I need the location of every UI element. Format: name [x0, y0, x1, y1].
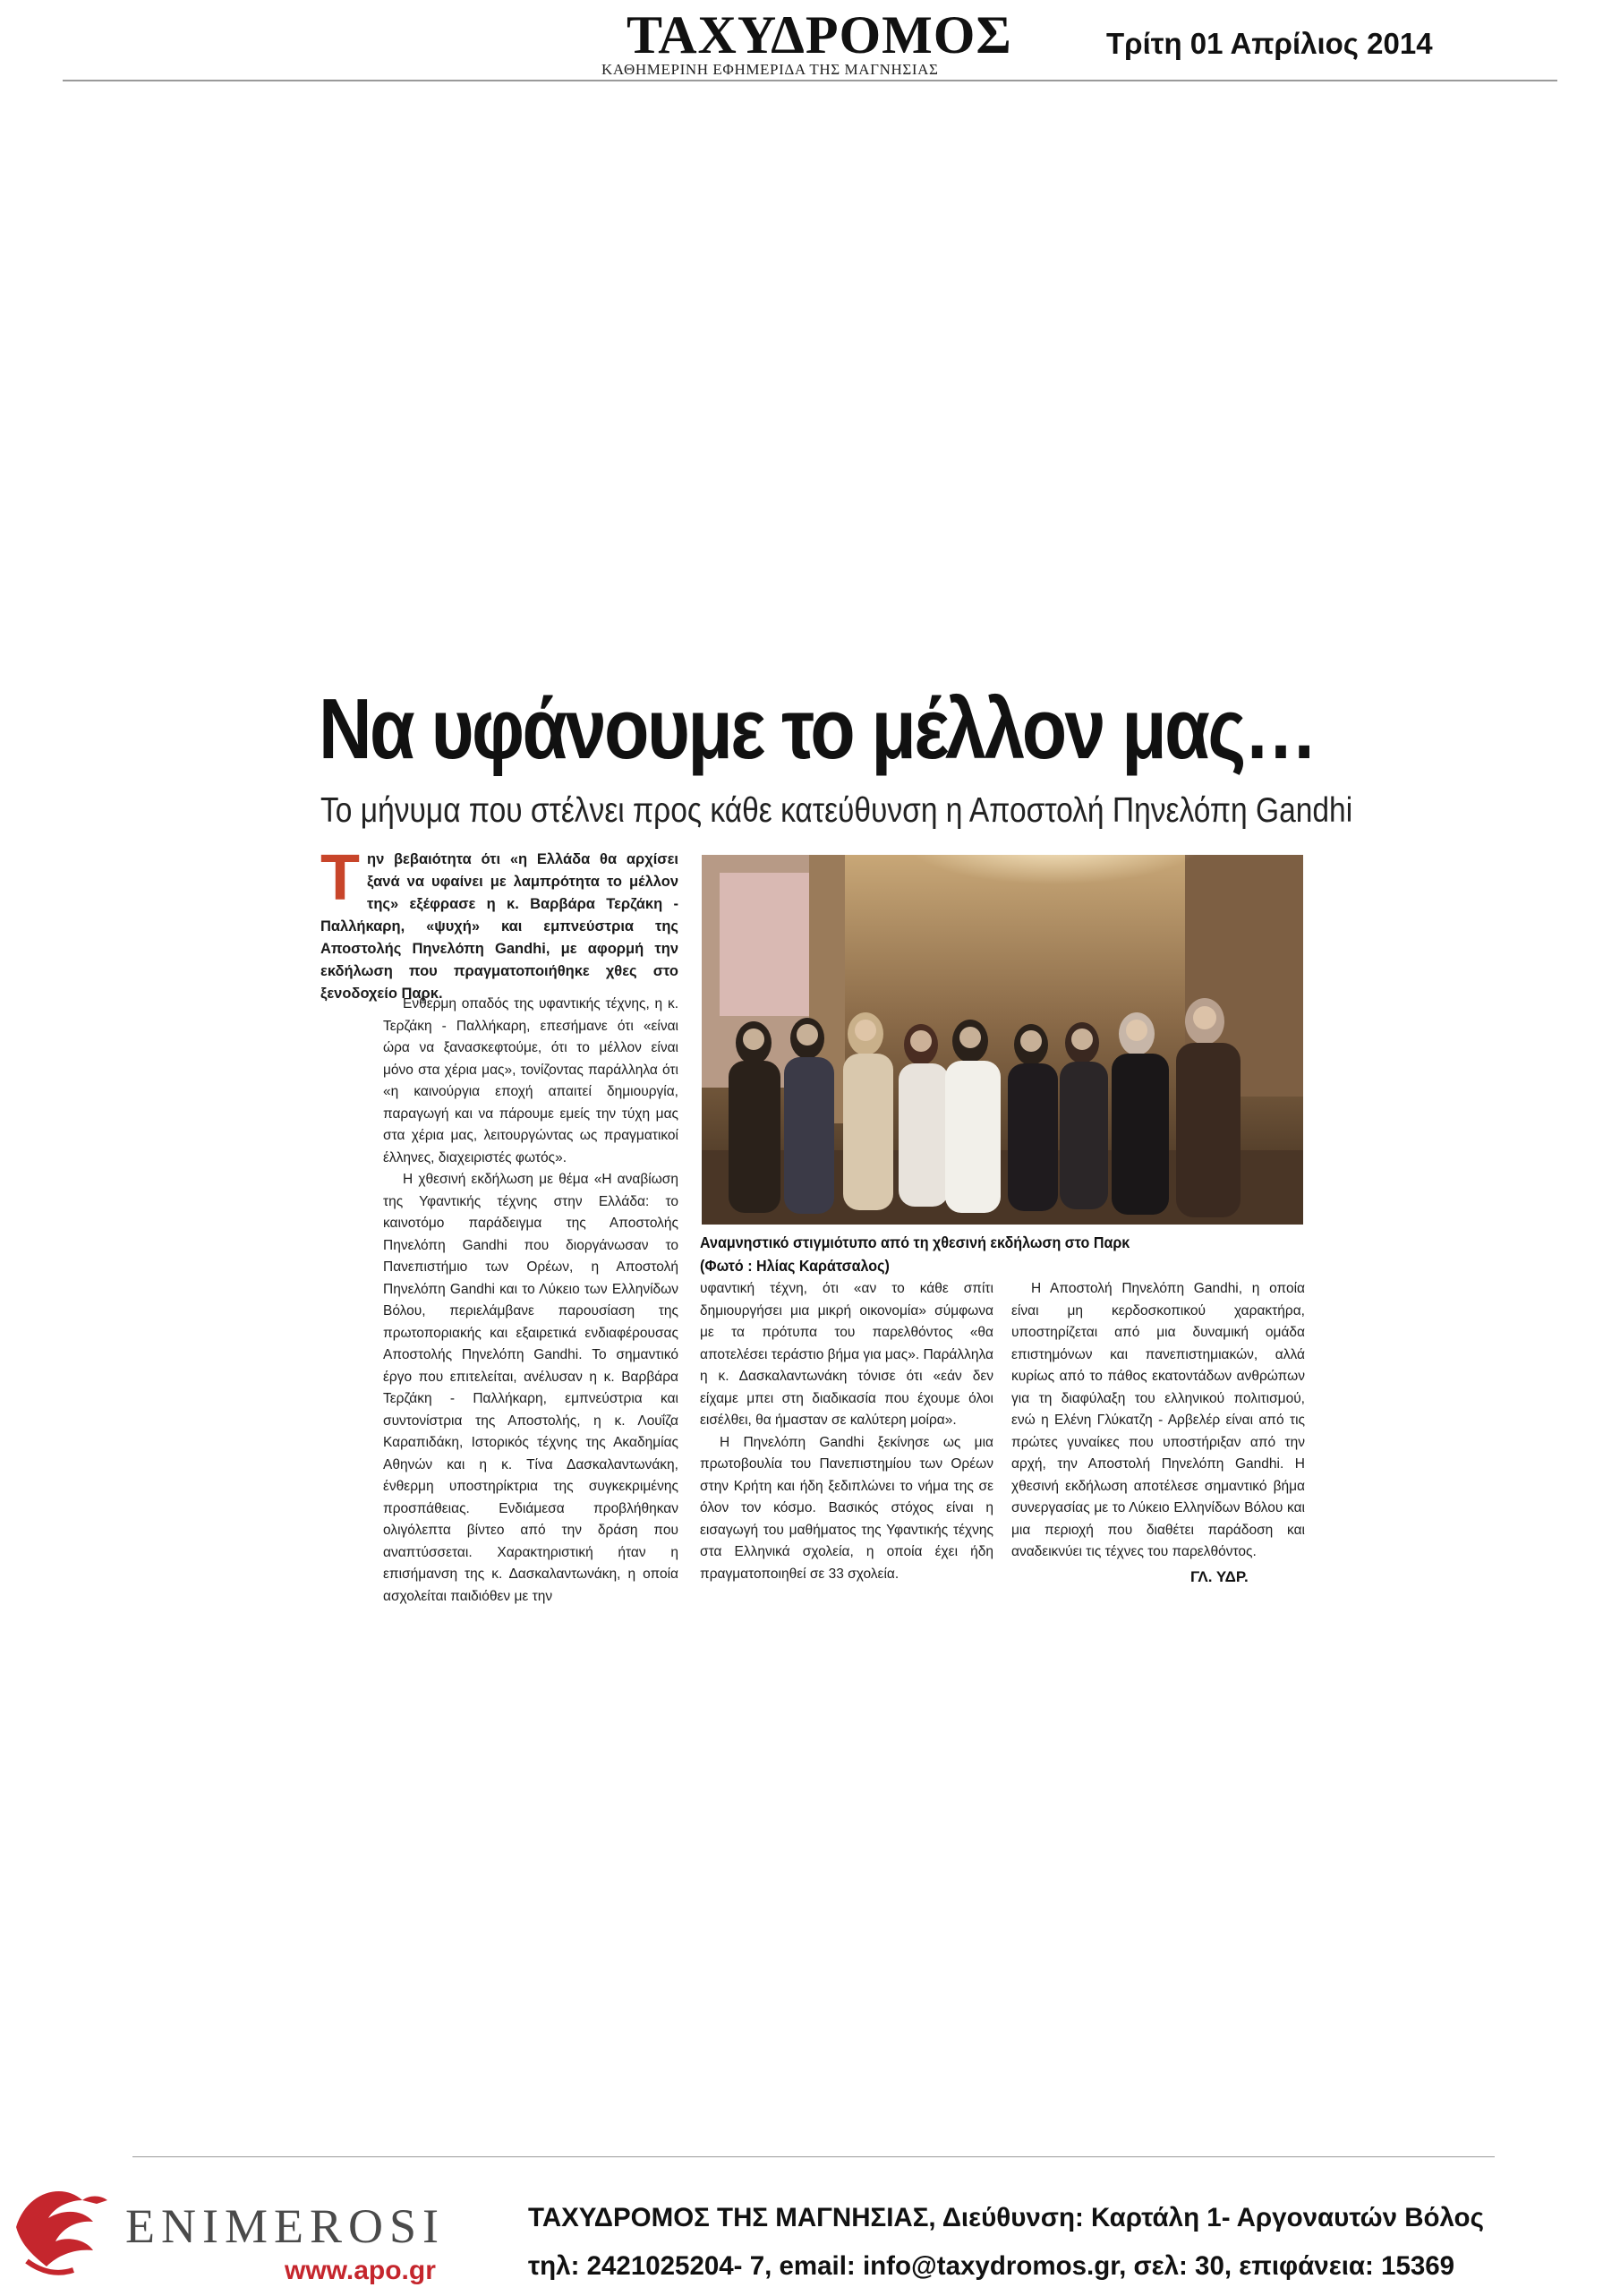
paragraph: Η Πηνελόπη Gandhi ξεκίνησε ως μια πρωτοβουλία του Πανεπιστημίου των Ορέων στην Κρήτη και ήδη ξεδιπλώνει το νήμα της σε όλον τον κόσμο. Βασικός στόχος είναι η εισαγωγή του μαθήματος της Υφαντικής τέχνης στα Ελληνικά σχολεία, η οποία έχει ήδη πραγματοποιηθεί σε 33 σχολεία. [700, 1434, 993, 1582]
article-subheadline: Το μήνυμα που στέλνει προς κάθε κατεύθυνση η Αποστολή Πηνελόπη Gandhi [320, 791, 1353, 830]
footer-divider [132, 2156, 1495, 2157]
paragraph: Ενθερμη οπαδός της υφαντικής τέχνης, η κ. Τερζάκη - Παλλήκαρη, επεσήμανε ότι «είναι ώρα να ξανασκεφτούμε, ότι το μέλλον είναι μόνο στα χέρια μας», τονίζοντας παράλληλα ότι «η καινούργια εποχή απαιτεί δημιουργία, παραγωγή και να πάρουμε εμείς την τύχη μας στα χέρια μας, λειτουργώντας ως πραγματικοί έλληνες, διαχειριστές φωτός». [383, 996, 678, 1165]
event-group-photo [702, 855, 1303, 1225]
drop-cap: Τ [320, 842, 360, 914]
logo-url: www.apo.gr [285, 2256, 436, 2285]
photo-credit: (Φωτό : Ηλίας Καράτσαλος) [700, 1257, 890, 1275]
photo-illustration [702, 855, 1303, 1225]
article-column-3 [1011, 1278, 1305, 1564]
publication-contact: τηλ: 2421025204- 7, email: info@taxydromos.gr, σελ: 30, επιφάνεια: 15369 [528, 2251, 1455, 2281]
article-column-2 [700, 1278, 993, 1585]
newspaper-subtitle: ΚΑΘΗΜΕΡΙΝΗ ΕΦΗΜΕΡΙΔΑ ΤΗΣ ΜΑΓΝΗΣΙΑΣ [601, 61, 939, 78]
paragraph: Η Αποστολή Πηνελόπη Gandhi, η οποία είναι μη κερδοσκοπικού χαρακτήρα, υποστηρίζεται από μια δυναμική ομάδα επιστημόνων και πανεπιστημιακών, αλλά κυρίως από το πάθος εκατοντάδων ανθρώπων για τη διαφύλαξη του ελληνικού πολιτισμού, ενώ η Ελένη Γλύκατζη - Αρβελέρ είναι από τις πρώτες γυναίκες που υποστήριξαν από την αρχή, την Αποστολή Πηνελόπη Gandhi. Η χθεσινή εκδήλωση αποτέλεσε σημαντικό βήμα συνεργασίας με το Λύκειο Ελληνίδων Βόλου και μια περιοχή που διαθέτει παράδοση και αναδεικνύει τις τέχνες του παρελθόντος. [1011, 1281, 1305, 1559]
logo-wordmark: ENIMEROSI [125, 2199, 445, 2253]
caption-line: Αναμνηστικό στιγμιότυπο από τη χθεσινή εκδήλωση στο Παρκ [700, 1233, 1130, 1251]
article-lead [320, 842, 678, 1005]
header-divider [63, 80, 1557, 81]
newspaper-name: ΤΑΧΥΔΡΟΜΟΣ [627, 5, 1012, 64]
article-author: ΓΛ. ΥΔΡ. [1190, 1568, 1249, 1585]
article-column-1 [383, 994, 678, 1608]
issue-date: Τρίτη 01 Απρίλιος 2014 [1106, 27, 1433, 60]
paragraph: υφαντική τέχνη, ότι «αν το κάθε σπίτι δημιουργήσει μια μικρή οικονομία» σύμφωνα με τα πρότυπα του παρελθόντος «θα αποτελέσει τεράστιο βήμα για μας». Παράλληλα η κ. Δασκαλαντωνάκη τόνισε ότι «εάν δεν είχαμε μπει στη διαδικασία που έχουμε όλοι εισέλθει, θα ήμασταν σε καλύτερη μοίρα». [700, 1281, 993, 1428]
bird-logo-icon [0, 2164, 125, 2292]
masthead [0, 0, 1620, 85]
photo-caption [700, 1231, 1260, 1277]
lead-text: ην βεβαιότητα ότι «η Ελλάδα θα αρχίσει ξανά να υφαίνει με λαμπρότητα το μέλλον της» εξέφρασε η κ. Βαρβάρα Τερζάκη - Παλλήκαρη, «ψυχή» και εμπνεύστρια της Αποστολής Πηνελόπη Gandhi, με αφορμή την εκδήλωση που πραγματοποιήθηκε χθες στο ξενοδοχείο Παρκ. [320, 851, 678, 1002]
article-headline: Να υφάνουμε το μέλλον μας… [319, 681, 1316, 777]
publication-address: ΤΑΧΥΔΡΟΜΟΣ ΤΗΣ ΜΑΓΝΗΣΙΑΣ, Διεύθυνση: Καρτάλη 1- Αργοναυτών Βόλος [528, 2203, 1484, 2232]
paragraph: Η χθεσινή εκδήλωση με θέμα «Η αναβίωση της Υφαντικής τέχνης στην Ελλάδα: το καινοτόμο παράδειγμα της Αποστολής Πηνελόπη Gandhi που διοργάνωσαν το Πανεπιστήμιο των Ορέων, η Αποστολή Πηνελόπη Gandhi και το Λύκειο των Ελληνίδων Βόλου, περιελάμβανε παρουσίαση της πρωτοποριακής και εξαιρετικά ενδιαφέρουσας Αποστολής Πηνελόπη Gandhi. Το σημαντικό έργο που επιτελείται, ανέλυσαν η κ. Βαρβάρα Τερζάκη - Παλλήκαρη, εμπνεύστρια και συντονίστρια της Αποστολής, η κ. Λουΐζα Καραπιδάκη, Ιστορικός τέχνης της Ακαδημίας Αθηνών και η κ. Τίνα Δασκαλαντωνάκη, ένθερμη υποστηρίκτρια της συγκεκριμένης προσπάθειας. Ενδιάμεσα προβλήθηκαν ολιγόλεπτα βίντεο από την δράση που αναπτύσσεται. Χαρακτηριστική ήταν η επισήμανση της κ. Δασκαλαντωνάκη, η οποία ασχολείται παιδιόθεν με την [383, 1172, 678, 1604]
